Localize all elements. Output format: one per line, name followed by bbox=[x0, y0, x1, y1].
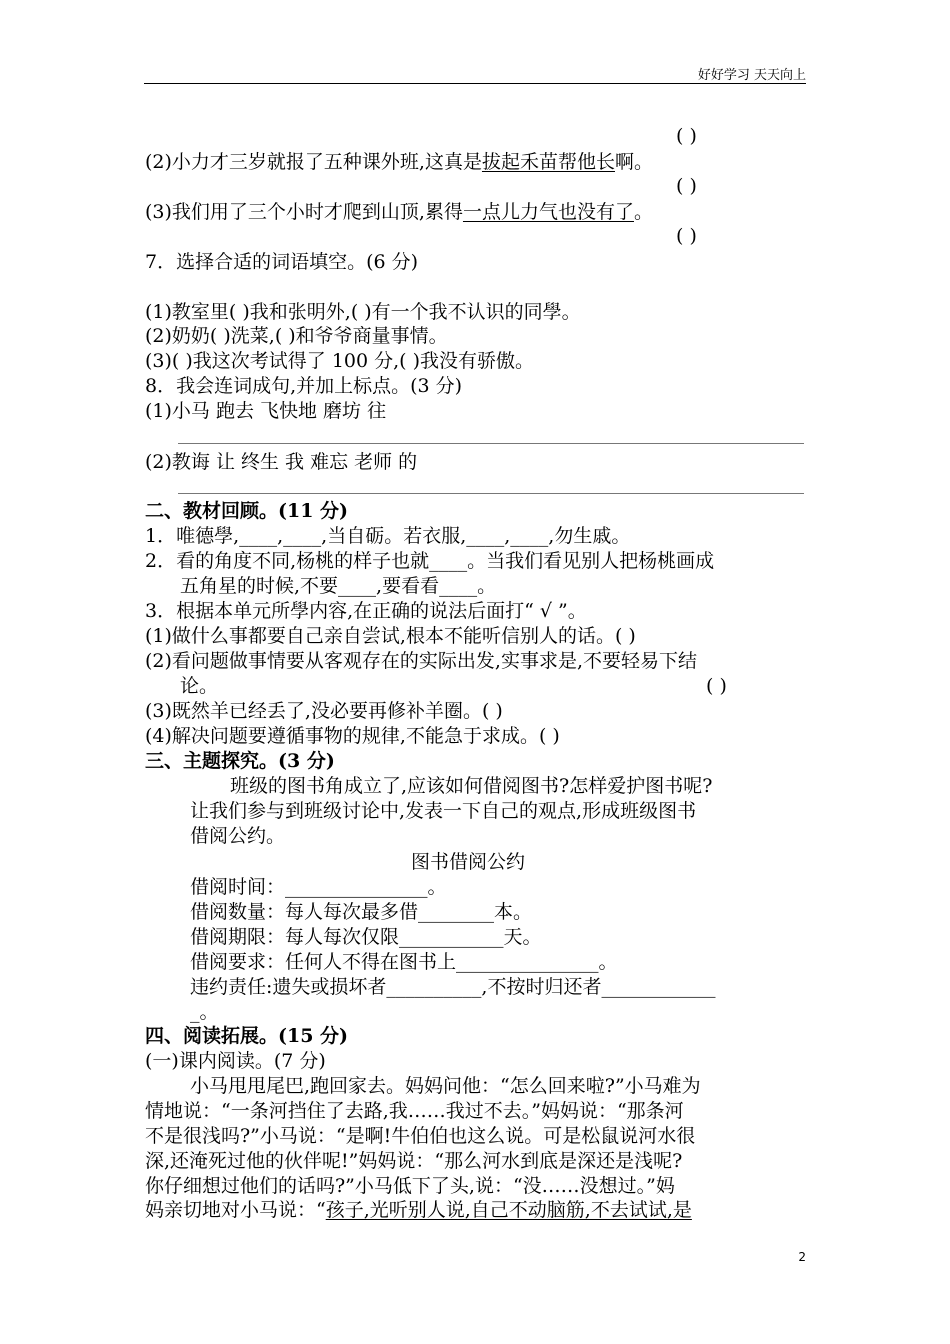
reading-line-6-text: 妈亲切地对小马说：“ bbox=[145, 1199, 326, 1221]
q6-item-3-underlined: 一点儿力气也没有了 bbox=[462, 201, 634, 223]
page-number: 2 bbox=[798, 1250, 806, 1264]
part2-option-2-line1: (2)看问题做事情要从客观存在的实际出发,实事求是,不要轻易下结 bbox=[145, 650, 697, 672]
part3-paragraph-3: 借阅公约。 bbox=[190, 825, 286, 847]
part2-option-1: (1)做什么事都要自己亲自尝试,根本不能听信别人的话。( ) bbox=[145, 625, 636, 647]
q7-item-3: (3)( )我这次考试得了 100 分,( )我没有骄傲。 bbox=[145, 350, 535, 372]
convention-item-5: 违约责任:遗失或损坏者__________,不按时归还者____________ bbox=[190, 976, 716, 998]
q6-item-3 bbox=[145, 200, 653, 224]
q6-item-2-text: (2)小力才三岁就报了五种课外班,这真是 bbox=[145, 151, 482, 173]
reading-line-1: 小马甩甩尾巴,跑回家去。妈妈问他：“怎么回来啦?”小马难为 bbox=[190, 1075, 701, 1097]
q6-item-3-end: 。 bbox=[633, 201, 653, 223]
q7-title: 7．选择合适的词语填空。(6 分) bbox=[145, 251, 419, 273]
answer-paren-2: ( ) bbox=[676, 175, 697, 197]
part2-option-2-paren: ( ) bbox=[706, 675, 727, 697]
part3-paragraph-2: 让我们参与到班级讨论中,发表一下自己的观点,形成班级图书 bbox=[190, 800, 697, 822]
part2-q3: 3．根据本单元所學内容,在正确的说法后面打“ √ ”。 bbox=[145, 600, 587, 622]
part3-paragraph-1: 班级的图书角成立了,应该如何借阅图书?怎样爱护图书呢? bbox=[230, 775, 713, 797]
convention-item-5-cont: _。 bbox=[190, 1001, 219, 1023]
answer-paren-3: ( ) bbox=[676, 225, 697, 247]
header-rule bbox=[144, 83, 806, 84]
convention-item-3: 借阅期限：每人每次仅限___________天。 bbox=[190, 926, 542, 948]
part2-option-3: (3)既然羊已经丢了,没必要再修补羊圈。( ) bbox=[145, 700, 503, 722]
part2-q1: 1．唯德學,____,____,当自砺。若衣服,____,____,勿生戚。 bbox=[145, 525, 631, 547]
convention-title: 图书借阅公约 bbox=[411, 851, 526, 873]
q6-item-3-text: (3)我们用了三个小时才爬到山顶,累得 bbox=[145, 201, 463, 223]
answer-line-2[interactable] bbox=[178, 493, 804, 494]
part2-title: 二、教材回顾。(11 分) bbox=[145, 500, 349, 522]
part4-subtitle: (一)课内阅读。(7 分) bbox=[145, 1050, 326, 1072]
part2-q2-line1: 2．看的角度不同,杨桃的样子也就____。当我们看见别人把杨桃画成 bbox=[145, 550, 715, 572]
q8-item-1: (1)小马 跑去 飞快地 磨坊 往 bbox=[145, 400, 387, 422]
reading-line-3: 不是很浅吗?”小马说：“是啊!牛伯伯也这么说。可是松鼠说河水很 bbox=[145, 1125, 696, 1147]
answer-paren-1: ( ) bbox=[676, 125, 697, 147]
reading-line-6-underlined: 孩子,光听别人说,自己不动脑筋,不去试试,是 bbox=[325, 1199, 692, 1221]
convention-item-4: 借阅要求：任何人不得在图书上_______________。 bbox=[190, 951, 618, 973]
reading-line-6 bbox=[145, 1198, 692, 1222]
page-header-slogan: 好好学习 天天向上 bbox=[697, 68, 806, 83]
part2-option-4: (4)解决问题要遵循事物的规律,不能急于求成。( ) bbox=[145, 725, 560, 747]
part3-title: 三、主题探究。(3 分) bbox=[145, 750, 335, 772]
convention-item-1: 借阅时间：_______________。 bbox=[190, 876, 447, 898]
q8-title: 8．我会连词成句,并加上标点。(3 分) bbox=[145, 375, 463, 397]
part4-title: 四、阅读拓展。(15 分) bbox=[145, 1025, 349, 1047]
q6-item-2-end: 啊。 bbox=[614, 151, 653, 173]
reading-line-4: 深,还淹死过他的伙伴呢!”妈妈说：“那么河水到底是深还是浅呢? bbox=[145, 1150, 683, 1172]
convention-item-2: 借阅数量：每人每次最多借________本。 bbox=[190, 901, 533, 923]
q8-item-2: (2)教诲 让 终生 我 难忘 老师 的 bbox=[145, 451, 418, 473]
reading-line-5: 你仔细想过他们的话吗?”小马低下了头,说：“没……没想过。”妈 bbox=[145, 1175, 675, 1197]
part2-q2-line2: 五角星的时候,不要____,要看看____。 bbox=[180, 575, 497, 597]
reading-line-2: 情地说：“一条河挡住了去路,我……我过不去。”妈妈说：“那条河 bbox=[145, 1100, 684, 1122]
answer-line-1[interactable] bbox=[178, 443, 804, 444]
q7-item-1: (1)教室里( )我和张明外,( )有一个我不认识的同學。 bbox=[145, 301, 581, 323]
q6-item-2-underlined: 拔起禾苗帮他长 bbox=[481, 151, 615, 173]
q7-item-2: (2)奶奶( )洗菜,( )和爷爷商量事情。 bbox=[145, 325, 448, 347]
part2-option-2-line2: 论。 bbox=[180, 675, 219, 697]
q6-item-2 bbox=[145, 150, 653, 174]
